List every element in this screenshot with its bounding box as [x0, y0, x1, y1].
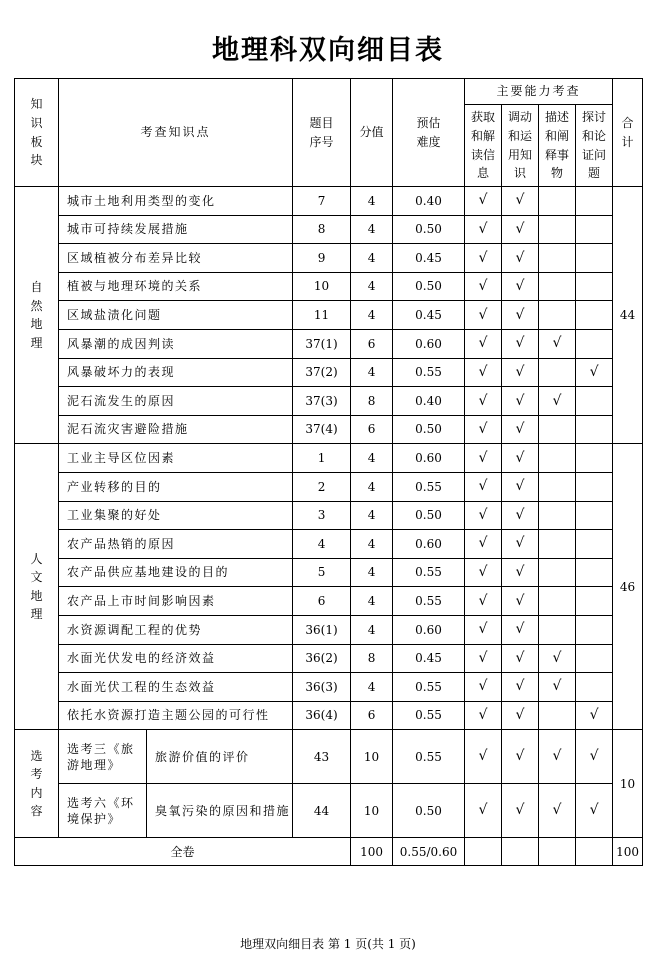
table-row: [15, 501, 643, 530]
section-total: 46: [613, 444, 643, 730]
header-ability-1: 获取和解读信息: [465, 105, 502, 187]
table-row: [15, 673, 643, 702]
question-number: 36(2): [293, 644, 351, 673]
ability-check: √: [502, 444, 539, 473]
module-cell: 选考三《旅游地理》: [59, 730, 147, 784]
header-total: 合计: [613, 79, 643, 187]
difficulty-cell: 0.55: [393, 673, 465, 702]
score-cell: 4: [351, 530, 393, 559]
ability-check: [539, 530, 576, 559]
table-row: [15, 358, 643, 387]
ability-check: √: [502, 472, 539, 501]
ability-check: √: [502, 187, 539, 216]
summary-empty: [465, 838, 502, 866]
knowledge-point: 区域植被分布差异比较: [59, 244, 293, 273]
table-row: [15, 329, 643, 358]
knowledge-point: 水资源调配工程的优势: [59, 615, 293, 644]
question-number: 10: [293, 272, 351, 301]
ability-check: [539, 501, 576, 530]
score-cell: 4: [351, 472, 393, 501]
score-cell: 4: [351, 673, 393, 702]
ability-check: [576, 187, 613, 216]
ability-check: √: [502, 730, 539, 784]
difficulty-cell: 0.60: [393, 329, 465, 358]
knowledge-point: 风暴潮的成因判读: [59, 329, 293, 358]
question-number: 44: [293, 784, 351, 838]
question-number: 9: [293, 244, 351, 273]
ability-check: √: [465, 615, 502, 644]
ability-check: [576, 530, 613, 559]
knowledge-point: 工业集聚的好处: [59, 501, 293, 530]
ability-check: √: [465, 187, 502, 216]
ability-check: [576, 444, 613, 473]
table-row: [15, 187, 643, 216]
ability-check: √: [465, 444, 502, 473]
ability-check: √: [502, 215, 539, 244]
ability-check: [576, 415, 613, 444]
ability-check: [539, 187, 576, 216]
difficulty-cell: 0.40: [393, 187, 465, 216]
page-title: 地理科双向细目表: [212, 35, 444, 66]
question-number: 36(3): [293, 673, 351, 702]
question-number: 7: [293, 187, 351, 216]
difficulty-cell: 0.45: [393, 644, 465, 673]
ability-check: √: [465, 387, 502, 416]
header-ability-4: 探讨和论证问题: [576, 105, 613, 187]
score-cell: 10: [351, 730, 393, 784]
header-qnum: 题目序号: [293, 79, 351, 187]
difficulty-cell: 0.55: [393, 472, 465, 501]
table-row: [15, 215, 643, 244]
header-difficulty: 预估难度: [393, 79, 465, 187]
section-total: 10: [613, 730, 643, 838]
ability-check: [576, 244, 613, 273]
table-row: [15, 558, 643, 587]
ability-check: [576, 301, 613, 330]
ability-check: [539, 558, 576, 587]
score-cell: 4: [351, 215, 393, 244]
ability-check: √: [502, 387, 539, 416]
score-cell: 6: [351, 329, 393, 358]
ability-check: [576, 329, 613, 358]
ability-check: [576, 615, 613, 644]
ability-check: [539, 358, 576, 387]
question-number: 36(1): [293, 615, 351, 644]
knowledge-point: 依托水资源打造主题公园的可行性: [59, 701, 293, 730]
question-number: 37(4): [293, 415, 351, 444]
ability-check: [576, 644, 613, 673]
ability-check: [539, 587, 576, 616]
score-cell: 4: [351, 615, 393, 644]
ability-check: [539, 701, 576, 730]
knowledge-point: 风暴破坏力的表现: [59, 358, 293, 387]
ability-check: √: [465, 272, 502, 301]
ability-check: √: [539, 644, 576, 673]
knowledge-point: 植被与地理环境的关系: [59, 272, 293, 301]
ability-check: √: [502, 558, 539, 587]
knowledge-point: 臭氧污染的原因和措施: [147, 784, 293, 838]
score-cell: 8: [351, 644, 393, 673]
difficulty-cell: 0.55: [393, 558, 465, 587]
ability-check: √: [465, 244, 502, 273]
table-row: [15, 730, 643, 784]
ability-check: √: [502, 673, 539, 702]
summary-empty: [539, 838, 576, 866]
page-footer: 地理双向细目表 第 1 页(共 1 页): [240, 937, 416, 951]
ability-check: √: [465, 530, 502, 559]
table-row: [15, 615, 643, 644]
question-number: 2: [293, 472, 351, 501]
ability-check: √: [465, 784, 502, 838]
difficulty-cell: 0.50: [393, 215, 465, 244]
difficulty-cell: 0.60: [393, 530, 465, 559]
ability-check: [539, 244, 576, 273]
ability-check: √: [502, 329, 539, 358]
table-row: [15, 701, 643, 730]
table-row: [15, 587, 643, 616]
ability-check: √: [502, 615, 539, 644]
ability-check: √: [576, 784, 613, 838]
question-number: 36(4): [293, 701, 351, 730]
ability-check: √: [539, 329, 576, 358]
score-cell: 4: [351, 444, 393, 473]
header-ability-3: 描述和阐释事物: [539, 105, 576, 187]
score-cell: 4: [351, 558, 393, 587]
ability-check: √: [465, 501, 502, 530]
ability-check: √: [465, 701, 502, 730]
question-number: 5: [293, 558, 351, 587]
score-cell: 4: [351, 301, 393, 330]
summary-empty: [502, 838, 539, 866]
score-cell: 6: [351, 701, 393, 730]
score-cell: 4: [351, 501, 393, 530]
header-ability-group: 主要能力考查: [465, 79, 613, 105]
question-number: 37(3): [293, 387, 351, 416]
difficulty-cell: 0.50: [393, 272, 465, 301]
ability-check: √: [539, 730, 576, 784]
difficulty-cell: 0.60: [393, 444, 465, 473]
header-score: 分值: [351, 79, 393, 187]
module-cell: 选考六《环境保护》: [59, 784, 147, 838]
ability-check: [576, 673, 613, 702]
ability-check: √: [465, 587, 502, 616]
score-cell: 10: [351, 784, 393, 838]
knowledge-point: 城市可持续发展措施: [59, 215, 293, 244]
summary-row: [15, 838, 643, 866]
score-cell: 4: [351, 587, 393, 616]
question-number: 43: [293, 730, 351, 784]
section-total: 44: [613, 187, 643, 444]
difficulty-cell: 0.60: [393, 615, 465, 644]
table-row: [15, 644, 643, 673]
score-cell: 4: [351, 244, 393, 273]
section-label: 人文地理: [15, 444, 59, 730]
knowledge-point: 工业主导区位因素: [59, 444, 293, 473]
ability-check: [539, 301, 576, 330]
ability-check: √: [539, 784, 576, 838]
question-number: 8: [293, 215, 351, 244]
ability-check: √: [502, 301, 539, 330]
score-cell: 4: [351, 358, 393, 387]
table-row: [15, 415, 643, 444]
question-number: 37(1): [293, 329, 351, 358]
ability-check: √: [502, 244, 539, 273]
summary-empty: [576, 838, 613, 866]
difficulty-cell: 0.55: [393, 587, 465, 616]
knowledge-point: 旅游价值的评价: [147, 730, 293, 784]
ability-check: √: [465, 472, 502, 501]
ability-check: [576, 387, 613, 416]
ability-check: [539, 615, 576, 644]
knowledge-point: 城市土地利用类型的变化: [59, 187, 293, 216]
ability-check: [576, 501, 613, 530]
difficulty-cell: 0.50: [393, 415, 465, 444]
table-row: [15, 530, 643, 559]
question-number: 4: [293, 530, 351, 559]
difficulty-cell: 0.55: [393, 701, 465, 730]
ability-check: [576, 215, 613, 244]
question-number: 6: [293, 587, 351, 616]
ability-check: [576, 472, 613, 501]
table-row: [15, 784, 643, 838]
ability-check: √: [502, 272, 539, 301]
ability-check: [576, 558, 613, 587]
section-label: 自然地理: [15, 187, 59, 444]
ability-check: √: [502, 644, 539, 673]
ability-check: √: [465, 358, 502, 387]
ability-check: √: [502, 587, 539, 616]
ability-check: √: [576, 701, 613, 730]
ability-check: √: [502, 701, 539, 730]
knowledge-point: 水面光伏工程的生态效益: [59, 673, 293, 702]
ability-check: [539, 215, 576, 244]
ability-check: √: [502, 784, 539, 838]
score-cell: 4: [351, 187, 393, 216]
table-row: [15, 387, 643, 416]
question-number: 11: [293, 301, 351, 330]
ability-check: √: [465, 558, 502, 587]
summary-score: 100: [351, 838, 393, 866]
table-row: [15, 444, 643, 473]
difficulty-cell: 0.55: [393, 358, 465, 387]
ability-check: [539, 272, 576, 301]
question-number: 1: [293, 444, 351, 473]
table-row: [15, 472, 643, 501]
ability-check: √: [502, 501, 539, 530]
score-cell: 8: [351, 387, 393, 416]
ability-check: √: [465, 301, 502, 330]
knowledge-point: 泥石流灾害避险措施: [59, 415, 293, 444]
score-cell: 6: [351, 415, 393, 444]
ability-check: √: [502, 358, 539, 387]
question-number: 37(2): [293, 358, 351, 387]
header-section: 知识板块: [15, 79, 59, 187]
ability-check: [539, 444, 576, 473]
spec-table: [14, 78, 643, 866]
ability-check: √: [465, 415, 502, 444]
question-number: 3: [293, 501, 351, 530]
header-ability-2: 调动和运用知识: [502, 105, 539, 187]
section-label: 选考内容: [15, 730, 59, 838]
knowledge-point: 农产品热销的原因: [59, 530, 293, 559]
difficulty-cell: 0.55: [393, 730, 465, 784]
ability-check: √: [465, 644, 502, 673]
ability-check: √: [465, 673, 502, 702]
score-cell: 4: [351, 272, 393, 301]
knowledge-point: 农产品上市时间影响因素: [59, 587, 293, 616]
difficulty-cell: 0.40: [393, 387, 465, 416]
table-row: [15, 301, 643, 330]
ability-check: √: [502, 530, 539, 559]
ability-check: √: [502, 415, 539, 444]
ability-check: √: [576, 358, 613, 387]
ability-check: √: [539, 673, 576, 702]
header-knowledge: 考查知识点: [59, 79, 293, 187]
knowledge-point: 农产品供应基地建设的目的: [59, 558, 293, 587]
ability-check: √: [576, 730, 613, 784]
difficulty-cell: 0.45: [393, 301, 465, 330]
difficulty-cell: 0.50: [393, 784, 465, 838]
ability-check: √: [465, 730, 502, 784]
knowledge-point: 区域盐渍化问题: [59, 301, 293, 330]
summary-difficulty: 0.55/0.60: [393, 838, 465, 866]
knowledge-point: 水面光伏发电的经济效益: [59, 644, 293, 673]
ability-check: [576, 272, 613, 301]
table-row: [15, 244, 643, 273]
summary-label: 全卷: [15, 838, 351, 866]
knowledge-point: 产业转移的目的: [59, 472, 293, 501]
ability-check: √: [539, 387, 576, 416]
knowledge-point: 泥石流发生的原因: [59, 387, 293, 416]
table-row: [15, 272, 643, 301]
ability-check: [576, 587, 613, 616]
summary-total: 100: [613, 838, 643, 866]
ability-check: [539, 415, 576, 444]
difficulty-cell: 0.45: [393, 244, 465, 273]
ability-check: √: [465, 329, 502, 358]
ability-check: √: [465, 215, 502, 244]
difficulty-cell: 0.50: [393, 501, 465, 530]
ability-check: [539, 472, 576, 501]
